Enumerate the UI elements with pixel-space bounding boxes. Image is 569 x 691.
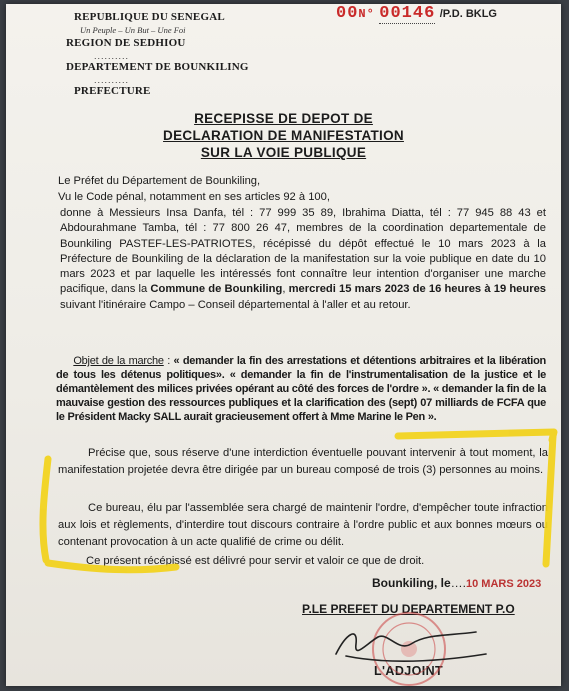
objet-label: Objet de la marche [73,355,164,367]
signatory-role: L'ADJOINT [374,664,444,678]
doc-number-value: 00146 [379,4,436,23]
signature-place: Bounkiling, le [372,576,451,590]
signing-authority: P.LE PREFET DU DEPARTEMENT P.O [302,602,515,616]
objet-text: « demander la fin des arrestations et détentions arbitraires et la libération de tous les détenus politiques». « demander la fin de l'instrumentalisation de la justice et le démantèlement des milices privées opérant au côté des forces de l'ordre ». « demander la fin de la mauvaise gestion des ressources publiques et la clarification des (sept) 07 milliards de FCFA que le Président Macky SALL aurait gracieusement offert à Mme Marine le Pen ». [56,355,547,423]
document-title-line-1: RECEPISSE DE DEPOT DE [194,111,373,126]
itinerary-text: suivant l'itinéraire Campo – Conseil départemental à l'aller et au retour. [60,298,411,311]
signature-place-date: Bounkiling, le….10 MARS 2023 [372,576,542,590]
commune-label: Commune de Bounkiling [150,283,283,296]
republic-heading: REPUBLIQUE DU SENEGAL [74,11,225,23]
reserve-paragraph: Précise que, sous réserve d'une interdiction éventuelle pouvant intervenir à tout moment, la manifestation projetée devra être dirigée par un bureau composé de trois (3) personnes au moins. [58,447,548,476]
header-separator: .......... [94,51,130,61]
header-separator-2: .......... [94,75,130,85]
closing-line: Ce présent récépissé est délivré pour servir et valoir ce que de droit. [86,555,425,567]
doc-number-suffix: /P.D. BKLG [439,8,497,20]
document-number: 00N° 00146 /P.D. BKLG [336,4,497,23]
date-stamp: 10 MARS 2023 [466,578,542,590]
intro-line-code: Vu le Code pénal, notamment en ses articles 92 à 100, [58,191,330,203]
intro-body-text: donne à Messieurs Insa Danfa, tél : 77 999 35 89, Ibrahima Diatta, tél : 77 945 88 43 et Abdourahmane Tamba, tél : 77 800 26 47, membres de la coordination departementale de Bounkiling PASTEF-LES-PATRIOTES, récépissé du dépôt effectué le 10 mars 2023 à la Préfecture de Bounkiling de la déclaration de la manifestation sur la voie publique en date du 10 mars 2023 et par laquelle les intéressés font connaître leur intention d'organiser une marche pacifique, dans la [60,207,546,296]
national-motto: Un Peuple – Un But – Une Foi [80,25,186,35]
department-heading: DEPARTEMENT DE BOUNKILING [66,61,249,73]
official-seal-icon [373,613,445,685]
doc-number-prefix: 00 [336,4,359,23]
annotation-overlay [6,4,561,686]
intro-line-prefect: Le Préfet du Département de Bounkiling, [58,175,261,187]
document-page [6,4,561,686]
march-date: mercredi 15 mars 2023 de 16 heures à 19 heures [288,283,547,296]
document-title-line-3: SUR LA VOIE PUBLIQUE [200,145,367,160]
bureau-paragraph: Ce bureau, élu par l'assemblée sera chargé de maintenir l'ordre, d'empêcher toute infraction aux lois et règlements, d'interdire tout discours contraire à l'ordre public et aux bonnes mœurs ou contenant provocation à un acte qualifié de crime ou délit. [58,502,548,548]
highlight-bracket-icon [43,432,554,570]
region-heading: REGION DE SEDHIOU [66,37,186,49]
prefecture-heading: PREFECTURE [74,85,151,97]
document-title-line-2: DECLARATION DE MANIFESTATION [163,128,404,143]
intro-paragraph: donne à Messieurs Insa Danfa, tél : 77 999 35 89, Ibrahima Diatta, tél : 77 945 88 43 et Abdourahmane Tamba, tél : 77 800 26 47, membres de la coordination departementale de Bounkiling PASTEF-LES-PATRIOTES, récépissé du dépôt effectué le 10 mars 2023 à la Préfecture de Bounkiling de la déclaration de la manifestation sur la voie publique en date du 10 mars 2023 et par laquelle les intéressés font connaître leur intention d'organiser une marche pacifique, dans la Commune de Bounkiling, mercredi 15 mars 2023 de 16 heures à 19 heures suivant l'itinéraire Campo – Conseil départemental à l'aller et au retour. [60,207,547,311]
objet-paragraph: Objet de la marche : « demander la fin des arrestations et détentions arbitraires et la libération de tous les détenus politiques». « demander la fin de l'instrumentalisation de la justice et le démantèlement des milices privées opérant au côté des forces de l'ordre ». « demander la fin de la mauvaise gestion des ressources publiques et la clarification des (sept) 07 milliards de FCFA que le Président Macky SALL aurait gracieusement offert à Mme Marine le Pen ». [56,355,547,423]
